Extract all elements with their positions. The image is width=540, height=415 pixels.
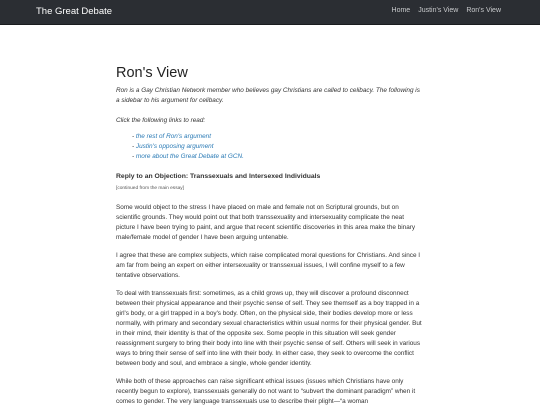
- site-brand[interactable]: The Great Debate: [36, 6, 113, 17]
- click-prompt: Click the following links to read:: [116, 117, 206, 124]
- nav-links: [392, 7, 501, 14]
- nav-link-rons-view[interactable]: Ron's View: [466, 7, 501, 14]
- paragraph: I agree that these are complex subjects, which raise complicated moral questions for Christians. And since I am far from being an expert on either intersexuality or transsexual issues, I will confine myself to a few tentative observations.: [116, 252, 421, 279]
- nav-link-home[interactable]: Home: [391, 7, 411, 14]
- main-content: [116, 64, 424, 415]
- continued-note: [continued from the main essay]: [116, 186, 184, 191]
- link-rest-of-argument[interactable]: the rest of Ron's argument: [135, 133, 212, 140]
- nav-link-justins-view[interactable]: Justin's View: [418, 7, 459, 14]
- page-title: Ron's View: [116, 65, 188, 81]
- link-great-debate[interactable]: more about the Great Debate at GCN.: [135, 153, 244, 160]
- paragraph: To deal with transsexuals first: sometimes, as a child grows up, they will discover a profound disconnect between their physical appearance and their psychic sense of self. They see themself as a boy trapped in a girl's body, or a girl trapped in a boy's body. Often, on the physical side, their bodies develop more or less normally, with primary and secondary sexual characteristics within usual norms for their physical gender. But in their mind, their identity is that of the opposite sex. Some people in this situation will seek gender reassignment surgery to bring their body into line with their psychic sense of self. Others will seek in various ways to bring their sense of self into line with their body. In either case, they seek to overcome the conflict between body and soul, and embrace a single, whole gender identity.: [116, 290, 422, 367]
- intro-text: Ron is a Gay Christian Network member who believes gay Christians are called to celibacy. The following is a sidebar to his argument for celibacy.: [116, 87, 420, 104]
- section-heading: Reply to an Objection: Transsexuals and Intersexed Individuals: [116, 173, 321, 180]
- list-item: - Justin's opposing argument: [132, 143, 214, 150]
- link-list: [116, 132, 424, 162]
- list-item: - the rest of Ron's argument: [132, 133, 212, 140]
- paragraph: Some would object to the stress I have placed on male and female not on Scriptural grounds, but on scientific grounds. They would point out that both transsexuality and intersexuality complicate the neat picture I have been trying to paint, and argue that recent scientific discoveries in this area make the binary male/female model of gender I have been arguing untenable.: [116, 204, 416, 241]
- list-item: - more about the Great Debate at GCN.: [132, 153, 244, 160]
- paragraph: While both of these approaches can raise significant ethical issues (issues which Christians have only recently begun to explore), transsexuals generally do not want to “subvert the dominant paradigm” when it comes to gender. The very language transsexuals use to describe their plight—“a woman: [116, 378, 416, 405]
- top-navbar: [0, 0, 540, 25]
- link-opposing-argument[interactable]: Justin's opposing argument: [135, 143, 214, 150]
